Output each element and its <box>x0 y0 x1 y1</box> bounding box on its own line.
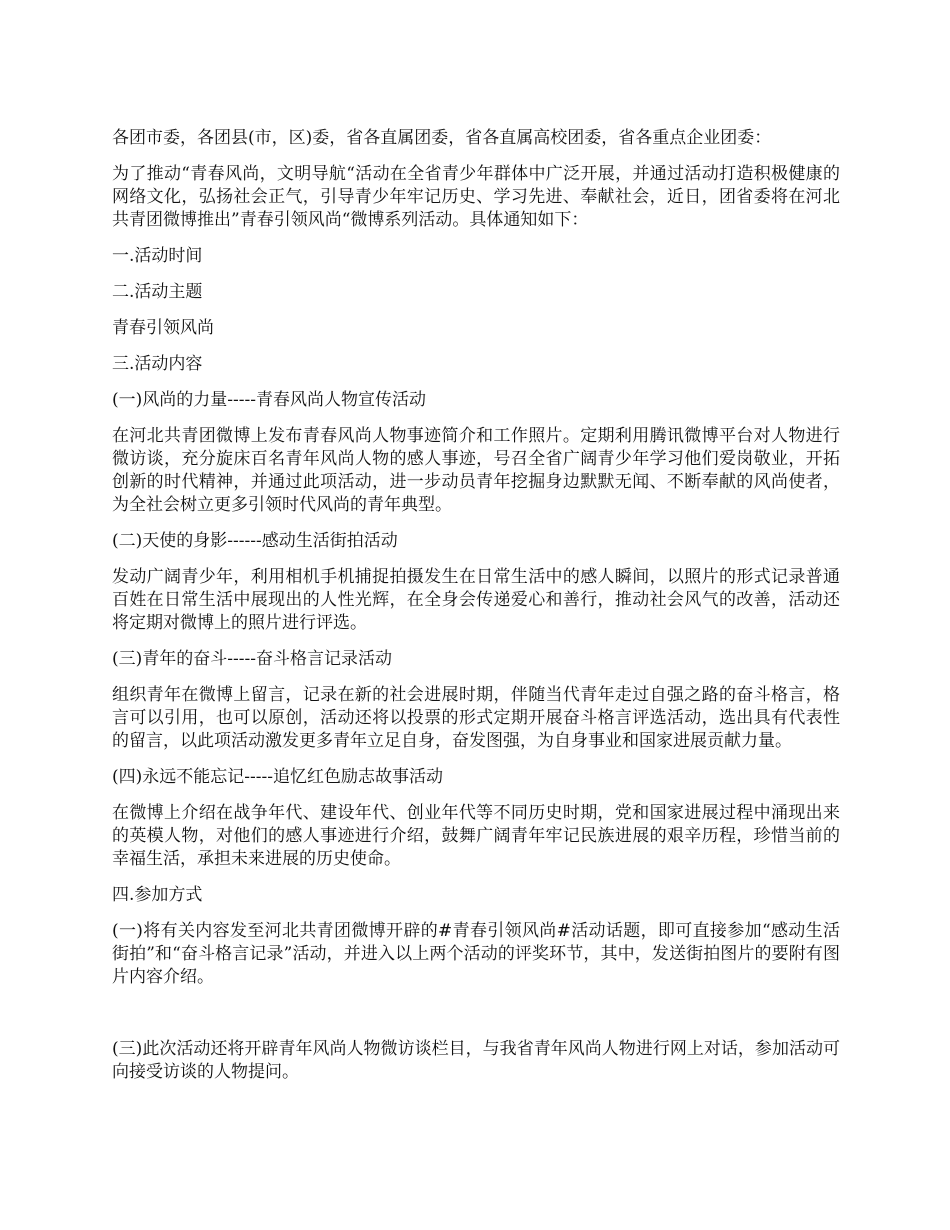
section-heading-content: 三.活动内容 <box>112 354 203 374</box>
participation-item-3: (三)此次活动还将开辟青年风尚人物微访谈栏目，与我省青年风尚人物进行网上对话，参加活动可向接受访谈的人物提问。 <box>112 1039 840 1082</box>
participation-item-1: (一)将有关内容发至河北共青团微博开辟的#青春引领风尚#活动话题，即可直接参加“感动生活街拍”和“奋斗格言记录”活动，并进入以上两个活动的评奖环节，其中，发送街拍图片的要附有图片内容介绍。 <box>112 921 840 987</box>
subheading-3: (三)青年的奋斗-----奋斗格言记录活动 <box>112 649 392 669</box>
theme-text: 青春引领风尚 <box>112 318 214 338</box>
section-heading-theme: 二.活动主题 <box>112 282 203 302</box>
body-paragraph-2: 发动广阔青少年，利用相机手机捕捉拍摄发生在日常生活中的感人瞬间，以照片的形式记录普通百姓在日常生活中展现出的人性光辉，在全身会传递爱心和善行，推动社会风气的改善，活动还将定期对微博上的照片进行评选。 <box>112 567 840 633</box>
body-paragraph-1: 在河北共青团微博上发布青春风尚人物事迹简介和工作照片。定期利用腾讯微博平台对人物进行微访谈，充分旋床百名青年风尚人物的感人事迹，号召全省广阔青少年学习他们爱岗敬业，开拓创新的时代精神，并通过此项活动，进一步动员青年挖掘身边默默无闻、不断奉献的风尚使者，为全社会树立更多引领时代风尚的青年典型。 <box>112 426 840 515</box>
section-heading-participation: 四.参加方式 <box>112 885 203 905</box>
salutation: 各团市委，各团县(市，区)委，省各直属团委，省各直属高校团委，省各重点企业团委： <box>112 128 772 148</box>
body-paragraph-4: 在微博上介绍在战争年代、建设年代、创业年代等不同历史时期，党和国家进展过程中涌现出来的英模人物，对他们的感人事迹进行介绍，鼓舞广阔青年牢记民族进展的艰辛历程，珍惜当前的幸福生活，承担未来进展的历史使命。 <box>112 803 840 869</box>
body-paragraph-3: 组织青年在微博上留言，记录在新的社会进展时期，伴随当代青年走过自强之路的奋斗格言，格言可以引用，也可以原创，活动还将以投票的形式定期开展奋斗格言评选活动，选出具有代表性的留言，以此项活动激发更多青年立足自身，奋发图强，为自身事业和国家进展贡献力量。 <box>112 685 840 751</box>
subheading-1: (一)风尚的力量-----青春风尚人物宣传活动 <box>112 390 426 410</box>
subheading-4: (四)永远不能忘记-----追忆红色励志故事活动 <box>112 767 443 787</box>
section-heading-time: 一.活动时间 <box>112 246 203 266</box>
subheading-2: (二)天使的身影------感动生活街拍活动 <box>112 531 398 551</box>
blank-gap <box>112 1002 840 1038</box>
document-page <box>112 127 840 1097</box>
intro-paragraph: 为了推动“青春风尚，文明导航“活动在全省青少年群体中广泛开展，并通过活动打造积极健康的网络文化，弘扬社会正气，引导青少年牢记历史、学习先进、奉献社会，近日，团省委将在河北共青团微博推出”青春引领风尚“微博系列活动。具体通知如下： <box>112 164 840 230</box>
